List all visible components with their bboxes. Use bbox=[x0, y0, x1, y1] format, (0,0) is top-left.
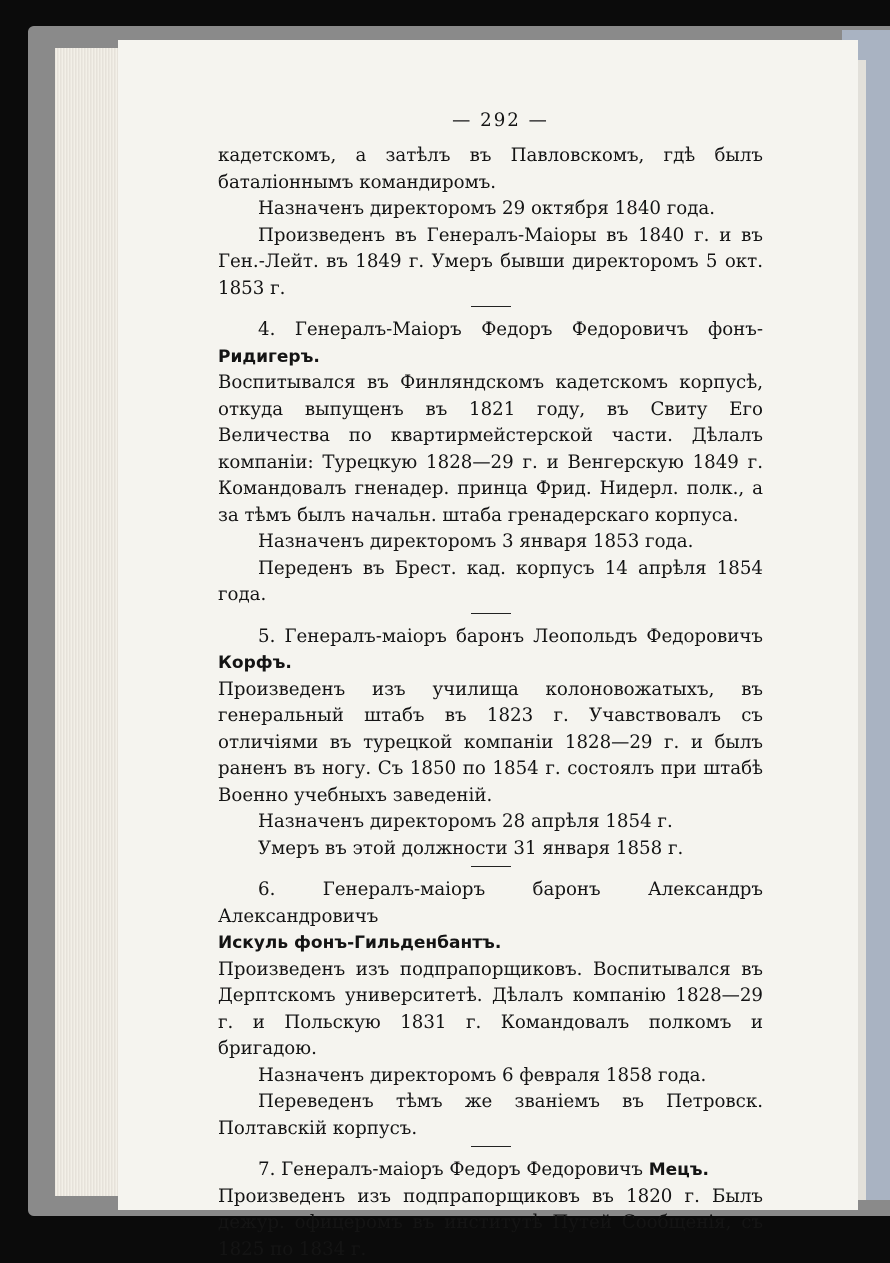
paragraph: Назначенъ директоромъ 28 апрѣля 1854 г. bbox=[218, 809, 763, 836]
paragraph: Переведенъ тѣмъ же званіемъ въ Петровск. Полтавскій корпусъ. bbox=[218, 1089, 763, 1142]
paragraph: кадетскомъ, а затѣлъ въ Павловскомъ, гдѣ былъ баталіоннымъ командиромъ. bbox=[218, 143, 763, 196]
paragraph: Произведенъ изъ подпрапорщиковъ въ 1820 г. Былъ дежур. офицеромъ въ институтѣ Путей Сообщенія, съ 1825 по 1834 г. bbox=[218, 1184, 763, 1263]
entry-heading-text: 5. Генералъ-маіоръ баронъ Леопольдъ Федоровичъ bbox=[258, 626, 763, 647]
separator bbox=[471, 866, 511, 867]
person-name: Корфъ. bbox=[218, 653, 292, 673]
paragraph: Произведенъ изъ подпрапорщиковъ. Воспитывался въ Дерптскомъ университетѣ. Дѣлалъ компанію 1828—29 г. и Польскую 1831 г. Командовалъ полкомъ и бригадою. bbox=[218, 957, 763, 1063]
separator bbox=[471, 613, 511, 614]
person-name: Ридигеръ. bbox=[218, 347, 320, 367]
separator bbox=[471, 306, 511, 307]
paragraph: Назначенъ директоромъ 6 февраля 1858 года. bbox=[218, 1063, 763, 1090]
entry-heading bbox=[218, 1157, 763, 1184]
entry-heading-text: 4. Генералъ-Маіоръ Федоръ Федоровичъ фонъ- bbox=[258, 319, 763, 340]
entry-heading bbox=[218, 317, 763, 370]
page-number: — 292 — bbox=[218, 110, 763, 131]
paragraph: Произведенъ изъ училища колоновожатыхъ, въ генеральный штабъ въ 1823 г. Учавствовалъ съ отличіями въ турецкой компаніи 1828—29 г. и былъ раненъ въ ногу. Съ 1850 по 1854 г. состоялъ при штабѣ Военно учебныхъ заведеній. bbox=[218, 677, 763, 810]
entry-heading: 6. Генералъ-маіоръ баронъ Александръ Александровичъ bbox=[218, 877, 763, 930]
entry-heading bbox=[218, 624, 763, 677]
separator bbox=[471, 1146, 511, 1147]
paragraph: Произведенъ въ Генералъ-Маіоры въ 1840 г. и въ Ген.-Лейт. въ 1849 г. Умеръ бывши директоромъ 5 окт. 1853 г. bbox=[218, 223, 763, 303]
paragraph: Воспитывался въ Финляндскомъ кадетскомъ корпусѣ, откуда выпущенъ въ 1821 году, въ Свиту Его Величества по квартирмейстерской части. Дѣлалъ компаніи: Турецкую 1828—29 г. и Венгерскую 1849 г. Командовалъ гненадер. принца Фрид. Нидерл. полк., а за тѣмъ былъ начальн. штаба гренадерскаго корпуса. bbox=[218, 370, 763, 529]
entry-heading-text: 7. Генералъ-маіоръ Федоръ Федоровичъ bbox=[258, 1159, 649, 1180]
page-text bbox=[218, 110, 763, 1263]
paragraph: Назначенъ директоромъ 29 октября 1840 года. bbox=[218, 196, 763, 223]
paragraph: Умеръ въ этой должности 31 января 1858 г. bbox=[218, 836, 763, 863]
person-name: Мецъ. bbox=[649, 1160, 709, 1180]
person-name: Искуль фонъ-Гильденбантъ. bbox=[218, 933, 501, 953]
paragraph: Переденъ въ Брест. кад. корпусъ 14 апрѣля 1854 года. bbox=[218, 556, 763, 609]
paragraph: Назначенъ директоромъ 3 января 1853 года. bbox=[218, 529, 763, 556]
person-name-line bbox=[218, 930, 763, 957]
